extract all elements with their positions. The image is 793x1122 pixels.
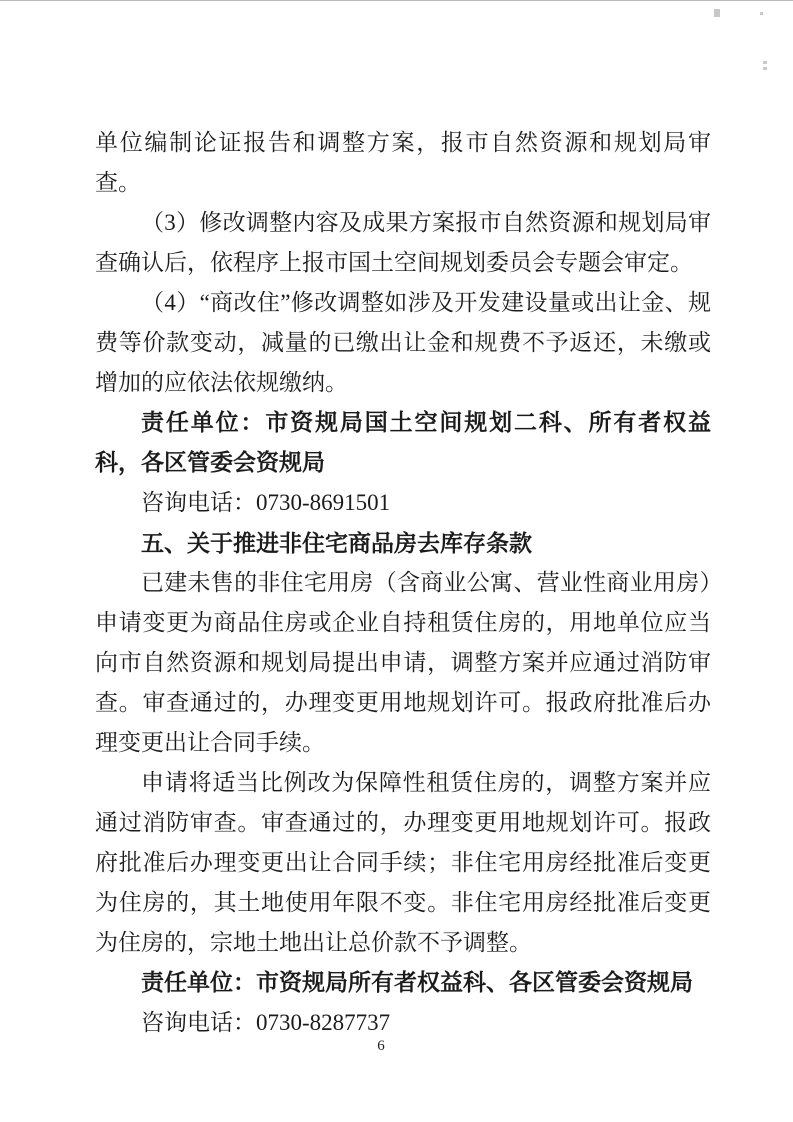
responsible-unit-line-2: 责任单位：市资规局所有者权益科、各区管委会资规局 bbox=[141, 970, 693, 995]
scan-artifact bbox=[760, 12, 763, 15]
section-heading-5: 五、关于推进非住宅商品房去库存条款 bbox=[141, 530, 532, 556]
scan-artifact bbox=[763, 61, 767, 64]
paragraph-continuation: 单位编制论证报告和调整方案，报市自然资源和规划局审查。 bbox=[95, 130, 711, 195]
paragraph-item-3: （3）修改调整内容及成果方案报市自然资源和规划局审查确认后，依程序上报市国土空间规划委员会专题会审定。 bbox=[95, 210, 711, 275]
responsible-unit-line-1: 责任单位：市资规局国土空间规划二科、所有者权益科，各区管委会资规局 bbox=[95, 410, 711, 475]
paragraph-destock-2: 申请将适当比例改为保障性租赁住房的，调整方案并应通过消防审查。审查通过的，办理变更用地规划许可。报政府批准后办理变更出让合同手续；非住宅用房经批准后变更为住房的，其土地使用年限不变。非住宅用房经批准后变更为住房的，宗地土地出让总价款不予调整。 bbox=[95, 770, 711, 955]
document-body bbox=[95, 123, 711, 1043]
contact-phone-line-1: 咨询电话：0730-8691501 bbox=[141, 490, 391, 515]
paragraph-item-4: （4）“商改住”修改调整如涉及开发建设量或出让金、规费等价款变动，减量的已缴出让金和规费不予返还，未缴或增加的应依法依规缴纳。 bbox=[95, 290, 711, 395]
scan-edge-line bbox=[0, 0, 793, 1]
page-number: 6 bbox=[377, 1038, 385, 1054]
contact-phone-line-2: 咨询电话：0730-8287737 bbox=[141, 1010, 391, 1035]
scan-artifact bbox=[763, 67, 767, 70]
paragraph-destock-1: 已建未售的非住宅用房（含商业公寓、营业性商业用房）申请变更为商品住房或企业自持租赁住房的，用地单位应当向市自然资源和规划局提出申请，调整方案并应通过消防审查。审查通过的，办理变更用地规划许可。报政府批准后办理变更出让合同手续。 bbox=[95, 570, 711, 755]
scan-artifact bbox=[714, 9, 720, 17]
